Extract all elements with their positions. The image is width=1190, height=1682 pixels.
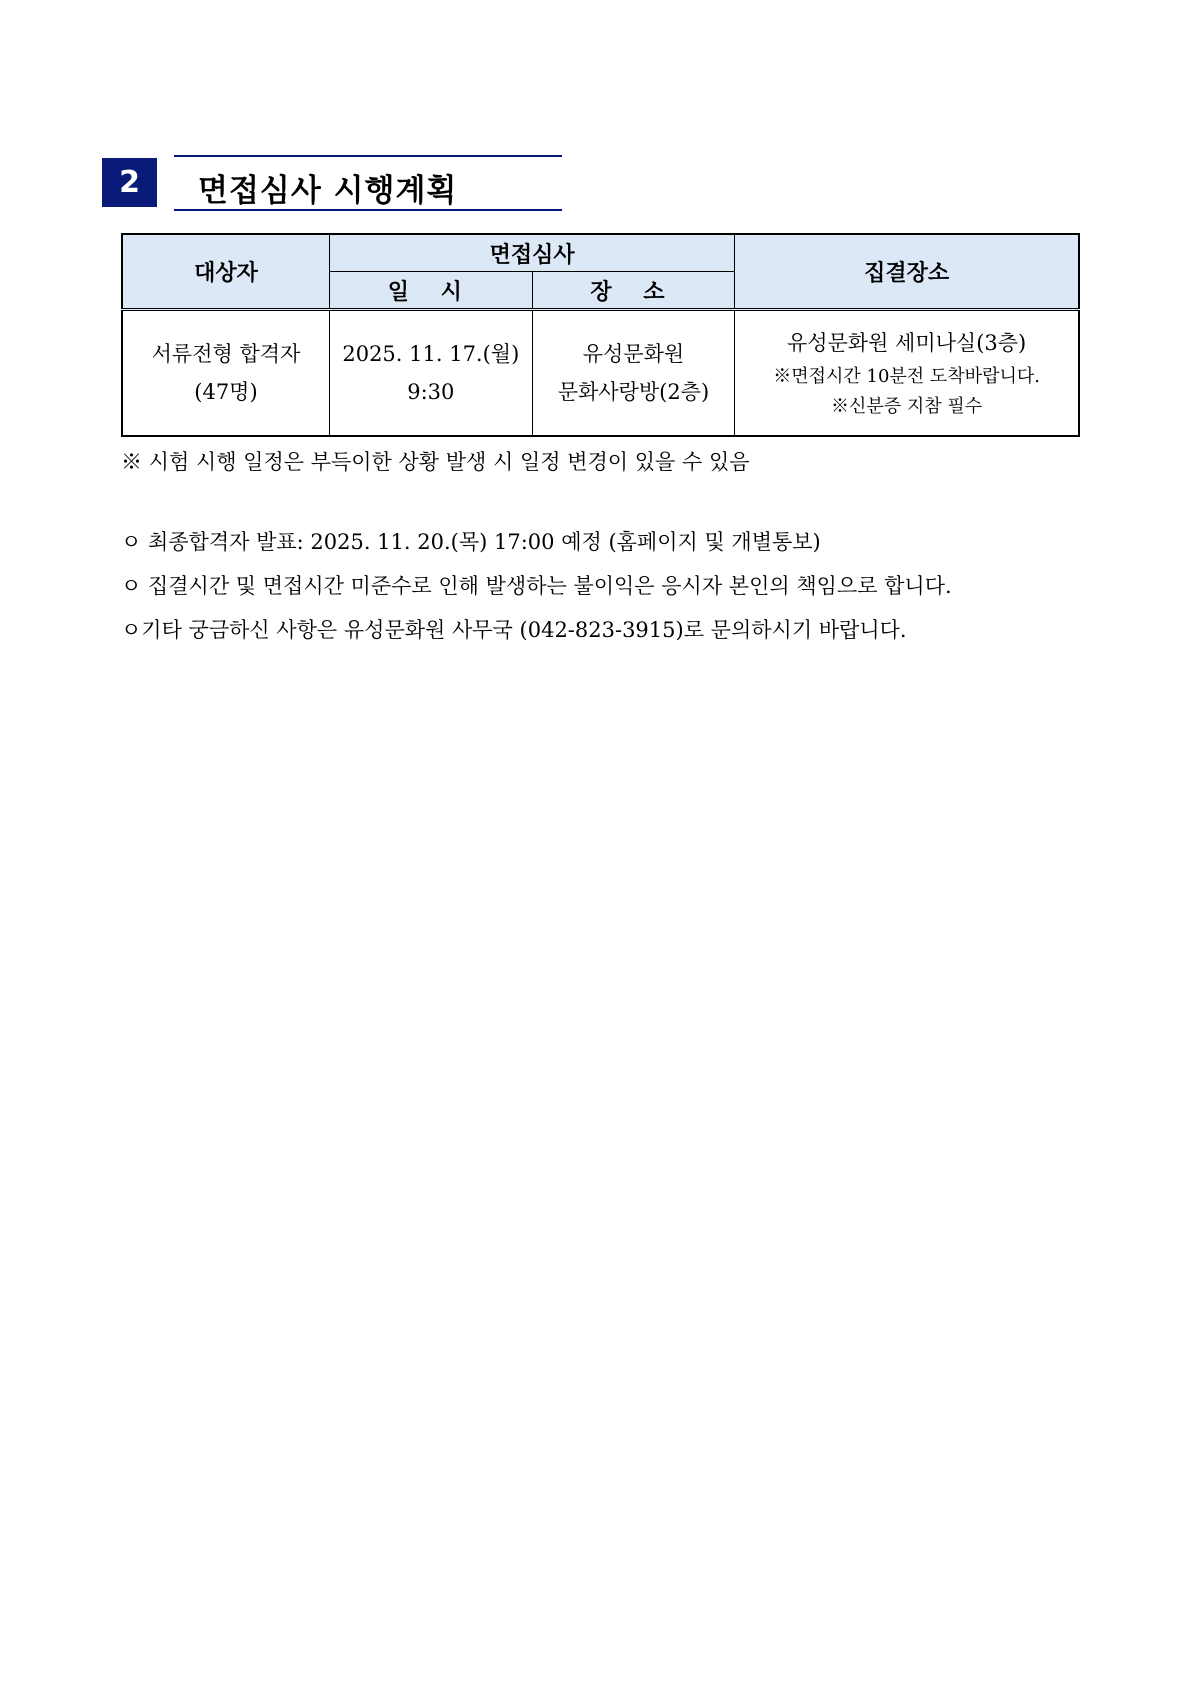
place-line1: 유성문화원 xyxy=(582,342,685,366)
header-datetime: 일 시 xyxy=(329,272,532,310)
section-number: 2 xyxy=(102,158,157,207)
section-title: 면접심사 시행계획 xyxy=(198,173,458,209)
section-header xyxy=(102,155,562,209)
cell-place xyxy=(532,310,735,437)
section-title-box xyxy=(174,155,562,211)
interview-schedule-table xyxy=(121,233,1080,437)
cell-target xyxy=(122,310,329,437)
meeting-line1: 유성문화원 세미나실(3층) xyxy=(786,331,1027,355)
schedule-change-note: ※ 시험 시행 일정은 부득이한 상황 발생 시 일정 변경이 있을 수 있음 xyxy=(121,450,750,474)
inquiry-note: ㅇ기타 궁금하신 사항은 유성문화원 사무국 (042-823-3915)로 문의하시기 바랍니다. xyxy=(121,618,907,642)
header-target: 대상자 xyxy=(122,234,329,310)
responsibility-note: ㅇ 집결시간 및 면접시간 미준수로 인해 발생하는 불이익은 응시자 본인의 책임으로 합니다. xyxy=(121,574,952,598)
header-interview: 면접심사 xyxy=(329,234,734,272)
meeting-note2: ※신분증 지참 필수 xyxy=(831,396,983,417)
target-line1: 서류전형 합격자 xyxy=(151,342,301,366)
target-line2: (47명) xyxy=(194,380,258,404)
cell-meeting-place xyxy=(735,310,1079,437)
place-line2: 문화사랑방(2층) xyxy=(557,380,710,404)
table-row xyxy=(122,310,1079,437)
table-header-row xyxy=(122,234,1079,272)
datetime-line1: 2025. 11. 17.(월) xyxy=(342,342,520,366)
header-place: 장 소 xyxy=(532,272,735,310)
meeting-note1: ※면접시간 10분전 도착바랍니다. xyxy=(773,366,1040,387)
header-meeting-place: 집결장소 xyxy=(735,234,1079,310)
cell-datetime xyxy=(329,310,532,437)
datetime-line2: 9:30 xyxy=(407,380,455,404)
announcement-note: ㅇ 최종합격자 발표: 2025. 11. 20.(목) 17:00 예정 (홈페이지 및 개별통보) xyxy=(121,530,821,554)
